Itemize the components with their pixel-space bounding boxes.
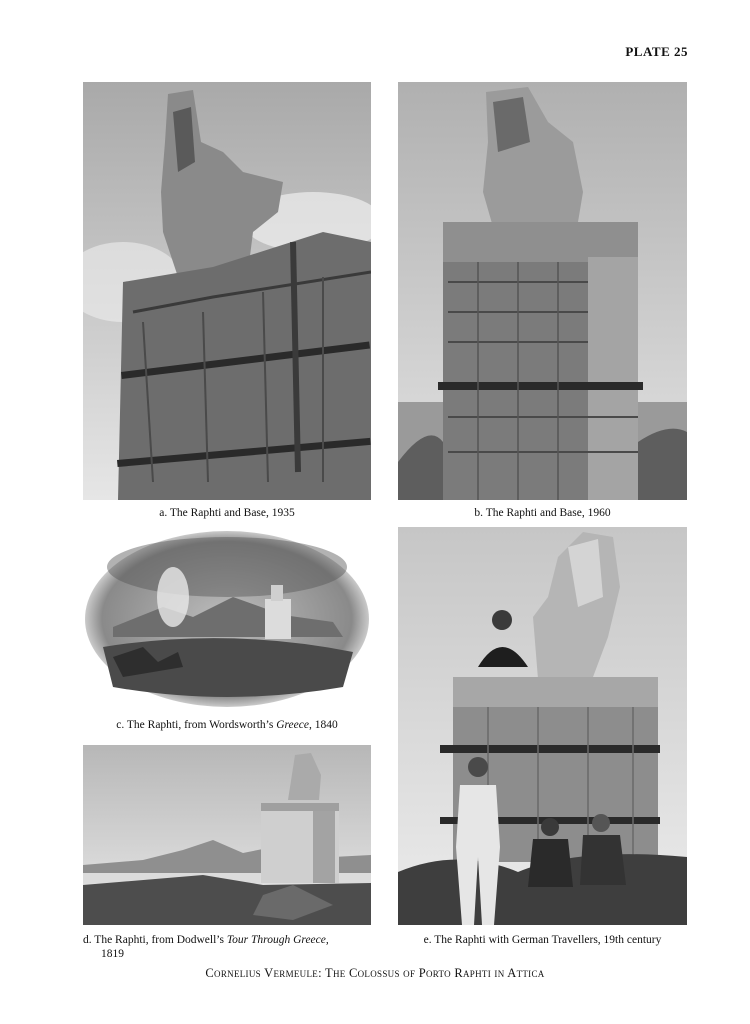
caption-d bbox=[83, 933, 383, 961]
caption-d-text: d. The Raphti, from Dodwell’s bbox=[83, 934, 227, 946]
caption-c-year: , 1840 bbox=[308, 719, 338, 731]
photo-german-travellers bbox=[398, 527, 687, 925]
caption-d-title: Tour Through Greece, bbox=[226, 934, 329, 946]
engraving-dodwell bbox=[83, 745, 371, 925]
caption-e: e. The Raphti with German Travellers, 19th century bbox=[423, 934, 662, 946]
caption-b: b. The Raphti and Base, 1960 bbox=[474, 507, 611, 519]
page-footer: Cornelius Vermeule: The Colossus of Porto Raphti in Attica bbox=[205, 966, 545, 980]
photo-raphti-1935 bbox=[83, 82, 371, 500]
plate-number: PLATE 25 bbox=[625, 44, 688, 59]
caption-c-text: c. The Raphti, from Wordsworth’s bbox=[116, 719, 277, 731]
caption-d-year: 1819 bbox=[101, 948, 124, 960]
caption-c-title: Greece bbox=[276, 719, 309, 731]
engraving-wordsworth bbox=[83, 527, 371, 710]
caption-c bbox=[83, 718, 371, 732]
caption-a: a. The Raphti and Base, 1935 bbox=[159, 507, 295, 519]
photo-raphti-1960 bbox=[398, 82, 687, 500]
